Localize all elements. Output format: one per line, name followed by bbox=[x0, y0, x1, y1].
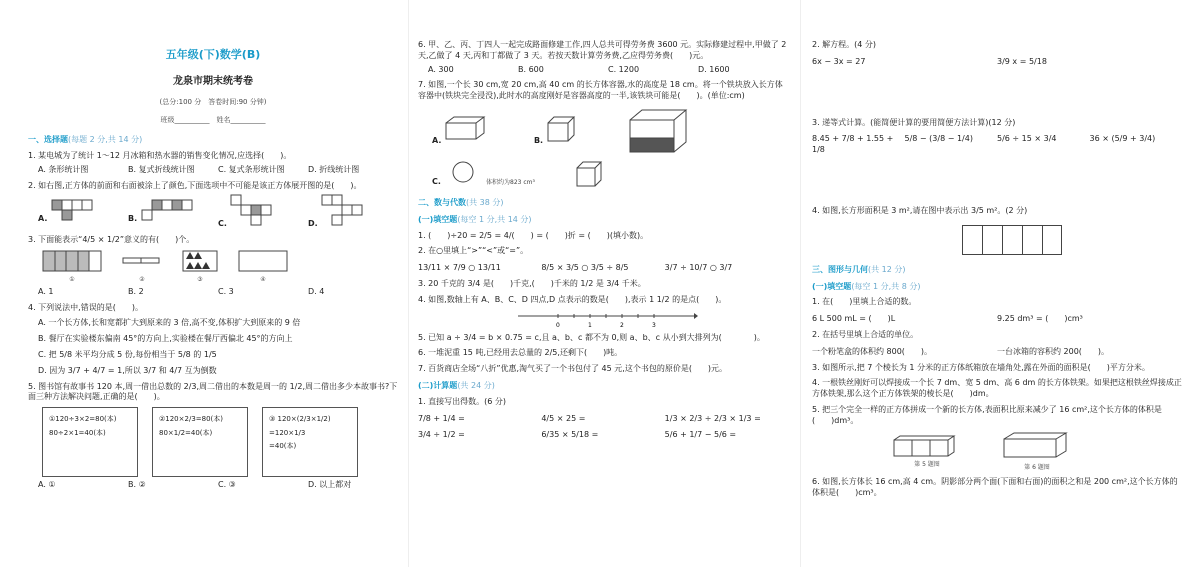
equation-row bbox=[812, 57, 1182, 68]
q3-option[interactable]: B. 2 bbox=[128, 286, 144, 296]
calc-item[interactable]: 5/6 + 1/7 − 5/6 = bbox=[664, 430, 737, 440]
step-calc-question: 3. 递等式计算。(能简便计算的要用简便方法计算)(12 分) bbox=[812, 117, 1016, 127]
question-1: 1. 某电城为了统计 1～12 月冰箱和热水器的销售变化情况,应选择( )。 bbox=[28, 151, 292, 161]
figure-mark: ④ bbox=[260, 275, 266, 283]
q3-figure bbox=[42, 250, 102, 284]
q5-option[interactable]: B. ② bbox=[128, 480, 146, 490]
q3-figure bbox=[182, 250, 218, 284]
figure-caption: 第 5 题图 bbox=[914, 461, 940, 469]
calc-item[interactable]: 4/5 × 25 = bbox=[541, 413, 586, 423]
equation-item[interactable]: 6x − 3x = 27 bbox=[812, 56, 866, 66]
q7-option[interactable]: B. bbox=[534, 115, 586, 147]
fig6 bbox=[1002, 431, 1072, 473]
question-2: 2. 如右图,正方体的前面和右面被涂上了颜色,下面选项中不可能是该正方体展开图的是( )。 bbox=[28, 180, 362, 190]
question-7: 7. 如图,一个长 30 cm,宽 20 cm,高 40 cm 的长方体容器,水的高度是 18 cm。将一个铁块放入长方体容器中(铁块完全浸没),此时水的高度刚好是容器高度的一半,该铁块可能是( )。(单位:cm) bbox=[418, 80, 783, 101]
q2-option[interactable]: C. bbox=[218, 194, 308, 230]
figure-caption: 第 6 题图 bbox=[1024, 464, 1050, 472]
q2-option[interactable]: A. bbox=[38, 199, 128, 225]
geo-row bbox=[812, 314, 1182, 325]
subsection-fill: (一)填空题(每空 1 分,共 14 分) bbox=[418, 214, 532, 224]
question-5: 5. 图书馆有故事书 120 本,周一借出总数的 2/3,周二借出的本数是周一的 1/2,周二借出多少本故事书?下面三种方法解决问题,正确的是( )。 bbox=[28, 381, 398, 402]
q3-options bbox=[28, 287, 398, 298]
container-figure bbox=[626, 106, 696, 156]
cuboid-figure bbox=[575, 160, 615, 188]
geo-item[interactable]: 一台冰箱的容积约 200( )。 bbox=[997, 346, 1110, 356]
q3-option[interactable]: A. 1 bbox=[38, 286, 54, 296]
calc-item[interactable]: 1/3 × 2/3 ÷ 2/3 × 1/3 = bbox=[664, 413, 761, 423]
compare-row bbox=[418, 263, 788, 274]
q2-option[interactable]: D. bbox=[308, 194, 398, 230]
column-3 bbox=[812, 0, 1182, 567]
equation-item[interactable]: 3/9 x = 5/18 bbox=[997, 56, 1047, 66]
q3-option[interactable]: C. 3 bbox=[218, 286, 234, 296]
q5-option[interactable]: C. ③ bbox=[218, 480, 236, 490]
area-question: 4. 如图,长方形面积是 3 m²,请在图中表示出 3/5 m²。(2 分) bbox=[812, 205, 1028, 215]
geo-row bbox=[812, 347, 1182, 358]
fill-question: 7. 百货商店全场“八折”优惠,淘气买了一个书包付了 45 元,这个书包的原价是( )元。 bbox=[418, 364, 728, 374]
q6-option[interactable]: C. 1200 bbox=[608, 64, 640, 74]
q6-option[interactable]: D. 1600 bbox=[698, 64, 730, 74]
rectangle-grid[interactable] bbox=[962, 225, 1182, 255]
equation-question: 2. 解方程。(4 分) bbox=[812, 40, 877, 49]
fill-question: 2. 在○里填上“>”“<”或“=”。 bbox=[418, 246, 529, 256]
number-line-svg bbox=[518, 312, 698, 328]
three-cubes-figure bbox=[892, 434, 962, 458]
method-box: ②120×2/3=80(本) 80×1/2=40(本) bbox=[152, 407, 248, 477]
cuboid-figure bbox=[444, 115, 494, 143]
calc-row bbox=[418, 414, 788, 425]
net-figure bbox=[320, 194, 370, 226]
geo-question: 3. 如图所示,把 7 个棱长为 1 分米的正方体纸箱放在墙角处,露在外面的面积是( )平方分米。 bbox=[812, 362, 1150, 372]
exam-subtitle: 龙泉市期末统考卷 bbox=[173, 75, 253, 87]
step-calc-item[interactable]: 5/6 ÷ 15 × 3/4 bbox=[997, 134, 1057, 144]
q7-figures bbox=[418, 106, 788, 156]
step-calc-row bbox=[812, 134, 1182, 156]
net-figure bbox=[50, 199, 100, 221]
geo-figures bbox=[812, 431, 1182, 473]
geo-question: 6. 如图,长方体长 16 cm,高 4 cm。阴影部分两个面(下面和右面)的面积之和是 200 cm²,这个长方体的体积是( )cm³。 bbox=[812, 477, 1178, 498]
section-choice: 一、选择题(每题 2 分,共 14 分) bbox=[28, 135, 143, 145]
fraction-bar-figure bbox=[42, 250, 102, 272]
fill-question: 6. 一堆泥重 15 吨,已经用去总量的 2/5,还剩下( )吨。 bbox=[418, 348, 623, 358]
method-box: ①120÷3×2=80(本) 80÷2×1=40(本) bbox=[42, 407, 138, 477]
cube-figure bbox=[546, 115, 586, 143]
column-1 bbox=[28, 0, 398, 567]
figure-mark: ③ bbox=[197, 275, 203, 283]
axis-label: 1 bbox=[588, 321, 592, 328]
triangles-figure bbox=[182, 250, 218, 272]
cuboid-figure bbox=[1002, 431, 1072, 461]
axis-label: 2 bbox=[620, 321, 624, 328]
q1-option[interactable]: C. 复式条形统计图 bbox=[218, 164, 285, 174]
text-box-figure bbox=[238, 250, 288, 272]
q4-option[interactable]: C. 把 5/8 米平均分成 5 份,每份相当于 5/8 的 1/5 bbox=[38, 350, 217, 360]
calc-item[interactable]: 6/35 × 5/18 = bbox=[541, 430, 599, 440]
q3-figure bbox=[122, 250, 162, 284]
geo-question: 5. 把三个完全一样的正方体拼成一个新的长方体,表面积比原来减少了 16 cm²,这个长方体的体积是( )dm³。 bbox=[812, 404, 1162, 425]
section-geometry: 三、图形与几何(共 12 分) bbox=[812, 264, 906, 274]
q1-option[interactable]: D. 折线统计图 bbox=[308, 164, 360, 174]
q4-option[interactable]: A. 一个长方体,长和宽都扩大到原来的 3 倍,高不变,体积扩大到原来的 9 倍 bbox=[38, 318, 301, 328]
step-calc-item[interactable]: 36 × (5/9 + 3/4) bbox=[1089, 134, 1156, 144]
compare-item[interactable]: 8/5 × 3/5 ○ 3/5 ÷ 8/5 bbox=[541, 263, 629, 273]
geo-item[interactable]: 一个粉笔盒的体积约 800( )。 bbox=[812, 346, 933, 356]
axis-label: 0 bbox=[556, 321, 560, 328]
figure-mark: ② bbox=[139, 275, 145, 283]
figure-mark: ① bbox=[69, 275, 75, 283]
q7-caption: 体积约为823 cm³ bbox=[486, 179, 535, 187]
geo-question: 2. 在括号里填上合适的单位。 bbox=[812, 329, 919, 339]
axis-label: 3 bbox=[652, 321, 656, 328]
geo-question: 4. 一根铁丝刚好可以焊接成一个长 7 dm、宽 5 dm、高 6 dm 的长方体铁架。如果把这根铁丝焊接成正方体铁架,那么这个正方体铁架的棱长是( )dm。 bbox=[812, 378, 1182, 399]
q4-option[interactable]: D. 因为 3/7 + 4/7 = 1,所以 3/7 和 4/7 互为倒数 bbox=[38, 365, 217, 375]
q5-option[interactable]: A. ① bbox=[38, 480, 56, 490]
geo-question: 1. 在( )里填上合适的数。 bbox=[812, 297, 917, 307]
student-info: 班级__________ 姓名__________ bbox=[160, 115, 266, 124]
q6-option[interactable]: A. 300 bbox=[428, 64, 454, 74]
fill-question: 3. 20 千克的 3/4 是( )千克,( )千米的 1/2 是 3/4 千米。 bbox=[418, 278, 646, 288]
q6-option[interactable]: B. 600 bbox=[518, 64, 544, 74]
net-figure bbox=[229, 194, 279, 226]
page-title: 五年级(下)数学(B) bbox=[165, 48, 261, 61]
calc-row bbox=[418, 430, 788, 441]
q1-options bbox=[28, 165, 398, 176]
q7-option[interactable]: A. bbox=[432, 115, 494, 147]
q1-option[interactable]: A. 条形统计图 bbox=[38, 164, 89, 174]
q3-figure bbox=[238, 250, 288, 284]
fig5 bbox=[892, 434, 962, 470]
column-divider bbox=[408, 0, 409, 567]
q7-figures-row2 bbox=[418, 160, 788, 188]
q2-option[interactable]: B. bbox=[128, 199, 218, 225]
calc-item[interactable]: 7/8 + 1/4 = bbox=[418, 413, 465, 423]
calc-item[interactable]: 3/4 ÷ 1/2 = bbox=[418, 430, 465, 440]
geo-item[interactable]: 6 L 500 mL = ( )L bbox=[812, 314, 896, 324]
question-3: 3. 下面能表示“4/5 × 1/2”意义的有( )个。 bbox=[28, 235, 195, 245]
q2-options bbox=[28, 194, 398, 230]
question-6: 6. 甲、乙、丙、丁四人一起完成路面修建工作,四人总共可得劳务费 3600 元。实际修建过程中,甲做了 2 天,乙做了 4 天,丙和丁都做了 3 天。若按天数计算劳务费,乙应得劳务费( )元。 bbox=[418, 40, 787, 60]
fraction-bar-figure bbox=[122, 250, 162, 272]
q6-options bbox=[418, 65, 788, 76]
q4-option[interactable]: B. 餐厅在实验楼东偏南 45°的方向上,实验楼在餐厅西偏北 45°的方向上 bbox=[38, 334, 293, 344]
q3-option[interactable]: D. 4 bbox=[308, 286, 325, 296]
q3-figures bbox=[28, 250, 398, 284]
geo-item[interactable]: 9.25 dm³ = ( )cm³ bbox=[997, 314, 1083, 324]
step-calc-item[interactable]: 8.45 + 7/8 + 1.55 + 1/8 bbox=[812, 134, 894, 155]
step-calc-item[interactable]: 5/8 − (3/8 − 1/4) bbox=[904, 134, 973, 144]
q5-option[interactable]: D. 以上都对 bbox=[308, 480, 352, 490]
section-number-algebra: 二、数与代数(共 38 分) bbox=[418, 197, 504, 207]
column-divider bbox=[800, 0, 801, 567]
net-figure bbox=[140, 199, 200, 221]
calc-question: 1. 直接写出得数。(6 分) bbox=[418, 396, 507, 406]
method-box: ③ 120×(2/3×1/2) =120×1/3 =40(本) bbox=[262, 407, 358, 477]
compare-item[interactable]: 3/7 ÷ 10/7 ○ 3/7 bbox=[664, 263, 733, 273]
number-line bbox=[518, 312, 698, 328]
q5-options bbox=[28, 480, 398, 491]
q1-option[interactable]: B. 复式折线统计图 bbox=[128, 164, 195, 174]
fill-question: 5. 已知 a ÷ 3/4 = b × 0.75 = c,且 a、b、c 都不为 0,则 a、b、c 从小到大排列为( )。 bbox=[418, 332, 765, 342]
sphere-figure bbox=[443, 160, 483, 184]
fill-question: 1. ( )÷20 = 2/5 = 4/( ) = ( )折 = ( )(填小数)。 bbox=[418, 230, 649, 240]
subsection-calc: (二)计算题(共 24 分) bbox=[418, 380, 495, 390]
q5-method-boxes bbox=[28, 407, 398, 477]
question-4: 4. 下列说法中,错误的是( )。 bbox=[28, 302, 143, 312]
exam-meta: (总分:100 分 答卷时间:90 分钟) bbox=[159, 98, 267, 107]
column-2 bbox=[418, 0, 788, 567]
compare-item[interactable]: 13/11 × 7/9 ○ 13/11 bbox=[418, 263, 501, 273]
fill-question: 4. 如图,数轴上有 A、B、C、D 四点,D 点表示的数是( ),表示 1 1/2 的是点( )。 bbox=[418, 294, 727, 304]
q7-option[interactable]: C. 体积约为823 cm³ bbox=[432, 160, 535, 188]
subsection-geo-fill: (一)填空题(每空 1 分,共 8 分) bbox=[812, 281, 921, 291]
